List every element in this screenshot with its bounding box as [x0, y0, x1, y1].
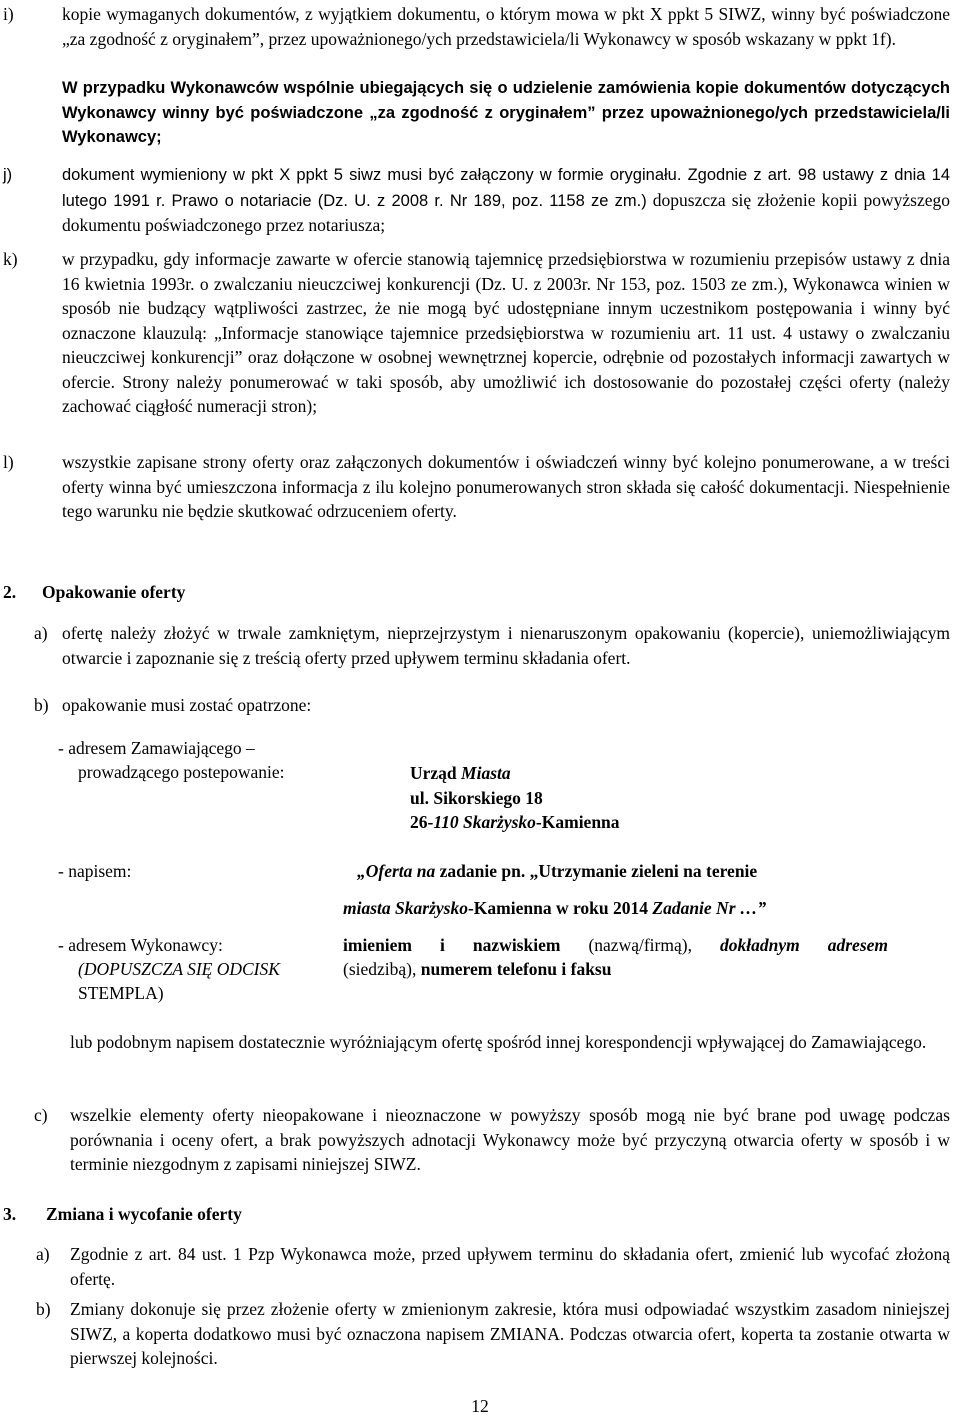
addr-line-3: [410, 810, 620, 835]
item-j-text-2: dopuszcza się złożenie kopii powyższego dokumentu poświadczonego przez notariusza;: [62, 189, 951, 235]
wyk-label-2: (DOPUSZCZA SIĘ ODCISK: [78, 959, 280, 979]
section-2-number: 2.: [3, 582, 17, 602]
item-l-text: wszystkie zapisane strony oferty oraz załączonych dokumentów i oświadczeń winny być kolejno ponumerowane, a w treści oferty winna być umieszczona informacja z ilu kolejno ponumerowanych stron składa się całość dokumentacji. Niespełnienie tego warunku nie będzie skutkować odrzuceniem oferty.: [62, 452, 950, 521]
section-2-b-label: b): [34, 695, 49, 715]
section-3-b-label: b): [36, 1299, 51, 1319]
addr-line-1-a: Urząd: [410, 763, 462, 783]
addr-line-3-b: 110 Skarżysko: [433, 812, 536, 832]
inscription-line-2: [343, 896, 766, 921]
inscription-line-1: [357, 859, 757, 884]
lub-text: lub podobnym napisem dostatecznie wyróżniającym ofertę spośród innej korespondencji wpływającej do Zamawiającego.: [70, 1032, 927, 1052]
wyk-value-1-b: (nazwą/firmą),: [560, 935, 720, 955]
item-i-label: i): [3, 4, 14, 24]
section-3-a-text: Zgodnie z art. 84 ust. 1 Pzp Wykonawca może, przed upływem terminu do składania ofert, zmienić lub wycofać złożoną ofertę.: [70, 1244, 950, 1289]
section-2-title: Opakowanie oferty: [42, 582, 186, 602]
item-j-label: j): [3, 166, 13, 184]
wyk-value-2-b: numerem telefonu i faksu: [420, 959, 612, 979]
addr-line-3-c: -Kamienna: [535, 812, 620, 832]
wyk-label-1: - adresem Wykonawcy:: [58, 935, 223, 955]
section-2-b-text: opakowanie musi zostać opatrzone:: [62, 695, 312, 715]
section-2-c-text: wszelkie elementy oferty nieopakowane i nieoznaczone w powyższy sposób mogą nie być brane pod uwagę podczas porównania i oceny ofert, a brak powyższych adnotacji Wykonawcy może być przyczyną otwarcia oferty w sposób i w terminie niezgodnym z zapisami niniejszej SIWZ.: [70, 1105, 950, 1174]
item-i-text: kopie wymaganych dokumentów, z wyjątkiem dokumentu, o którym mowa w pkt X ppkt 5 SIWZ, winny być poświadczone „za zgodność z oryginałem”, przez upoważnionego/ych przedstawiciela/li Wykonawcy w sposób wskazany w ppkt 1f).: [62, 4, 950, 49]
item-k-text: w przypadku, gdy informacje zawarte w ofercie stanowią tajemnicę przedsiębiorstwa w rozumieniu przepisów ustawy z dnia 16 kwietnia 1993r. o zwalczaniu nieuczciwej konkurencji (Dz. U. z 2003r. Nr 153, poz. 1503 ze zm.), Wykonawca winien w sposób nie budzący wątpliwości zastrzec, że nie mogą być udostępniane innym uczestnikom postępowania i winny być oznaczone klauzulą: „Informacje stanowiące tajemnice przedsiębiorstwa w rozumieniu art. 11 ust. 4 ustawy o zwalczaniu nieuczciwej konkurencji” oraz dołączone w osobnej wewnętrznej kopercie, odrębnie od pozostałych informacji zawartych w ofercie. Strony należy ponumerować w taki sposób, aby umożliwić ich dostosowanie do pozostałej części oferty (należy zachować ciągłość numeracji stron);: [62, 249, 950, 416]
wyk-value-2-a: (siedzibą),: [343, 959, 421, 979]
section-2-a-text: ofertę należy złożyć w trwale zamkniętym, nieprzejrzystym i nienaruszonym opakowaniu (kopercie), uniemożliwiającym otwarcie i zapoznanie się z treścią oferty przed upływem terminu składania ofert.: [62, 623, 950, 668]
wyk-value-2: [343, 957, 611, 982]
addr-line-1-b: Miasta: [461, 763, 511, 783]
page-number: 12: [471, 1396, 489, 1416]
section-3-number: 3.: [3, 1204, 17, 1224]
inscription-line-2-b: -Kamienna w roku 2014: [467, 898, 653, 918]
item-k-label: k): [3, 249, 18, 269]
section-3-title: Zmiana i wycofanie oferty: [46, 1204, 242, 1224]
addr-label-2: prowadzącego postepowanie:: [78, 762, 285, 782]
section-3-b-text: Zmiany dokonuje się przez złożenie oferty w zmienionym zakresie, która musi odpowiadać wszystkim zasadom niniejszej SIWZ, a koperta dodatkowo musi być oznaczona napisem ZMIANA. Podczas otwarcia ofert, koperta ta zostanie otwarta w pierwszej kolejności.: [70, 1299, 950, 1368]
wyk-label-3: STEMPLA): [78, 983, 164, 1003]
item-l-label: l): [3, 452, 14, 472]
item-j-paragraph: [62, 162, 950, 238]
addr-line-1: [410, 761, 511, 786]
addr-line-2: ul. Sikorskiego 18: [410, 788, 543, 808]
inscription-label: - napisem:: [58, 861, 132, 881]
section-2-c-label: c): [34, 1105, 48, 1125]
inscription-line-1-b: zadanie pn. „Utrzymanie zieleni na terenie: [439, 861, 758, 881]
wyk-value-1-a: imieniem i nazwiskiem: [343, 935, 561, 955]
wyk-value-1: [343, 933, 888, 958]
addr-line-3-a: 26-: [410, 812, 434, 832]
addr-label-1: - adresem Zamawiającego –: [58, 738, 255, 758]
item-i-bold-text: W przypadku Wykonawców wspólnie ubiegających się o udzielenie zamówienia kopie dokumentów dotyczących Wykonawcy winny być poświadczone „za zgodność z oryginałem” przez upoważnionego/ych przedstawiciela/li Wykonawcy;: [62, 79, 950, 146]
section-3-a-label: a): [36, 1244, 50, 1264]
wyk-value-1-c: dokładnym adresem: [719, 935, 889, 955]
item-j-text-1: dokument wymieniony w pkt X ppkt 5 siwz musi być załączony w formie oryginału. Zgodnie z art. 98 ustawy z dnia 14 lutego 1991 r. Prawo o notariacie (Dz. U. z 2008 r. Nr 189, poz. 1158 ze zm.): [62, 166, 950, 210]
inscription-line-2-a: miasta Skarżysko: [343, 898, 468, 918]
section-2-a-label: a): [34, 623, 48, 643]
inscription-line-1-a: „Oferta na: [357, 861, 440, 881]
inscription-line-2-c: Zadanie Nr …”: [652, 898, 767, 918]
